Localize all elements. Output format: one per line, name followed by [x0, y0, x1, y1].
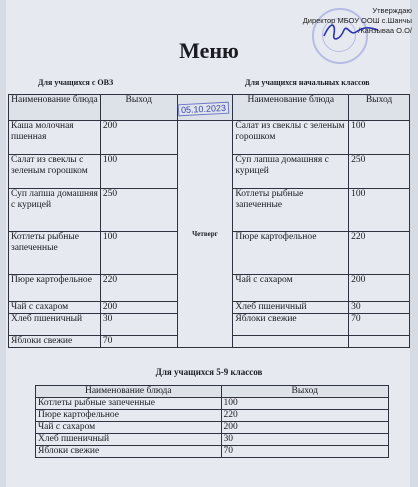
ovz-dish-cell: Хлеб пшеничный — [9, 314, 101, 336]
ovz-portion-cell: 220 — [100, 275, 177, 302]
table-row — [9, 121, 410, 155]
ovz-dish-cell: Чай с сахаром — [9, 302, 101, 314]
approval-line-1: Утверждаю — [372, 6, 412, 15]
grade59-header: Для учащихся 5-9 классов — [155, 367, 263, 377]
primary-dish-cell: Суп лапша домашняя с курицей — [233, 155, 349, 189]
ovz-portion-cell: 70 — [100, 336, 177, 348]
ovz-portion-cell: 200 — [100, 302, 177, 314]
approval-line-2: Директор МБОУ ООШ с.Шанчы — [302, 16, 412, 25]
primary-dish-cell: Хлеб пшеничный — [233, 302, 349, 314]
menu-table-5-9 — [35, 385, 389, 458]
ovz-dish-cell: Каша молочная пшенная — [9, 121, 101, 155]
approval-line-3: /Канзываа О.О/ — [358, 26, 412, 35]
menu-table-main — [8, 94, 410, 348]
primary-dish-cell: Салат из свеклы с зеленым горошком — [233, 121, 349, 155]
col-dish-primary: Наименование блюда — [233, 95, 349, 121]
primary-portion-cell — [349, 336, 410, 348]
ovz-dish-cell: Яблоки свежие — [9, 336, 101, 348]
ovz-header: Для учащихся с ОВЗ — [38, 78, 114, 87]
primary-portion-cell: 100 — [349, 189, 410, 232]
col-dish-ovz: Наименование блюда — [9, 95, 101, 121]
table-row — [36, 446, 389, 458]
primary-portion-cell: 200 — [349, 275, 410, 302]
grade59-portion-cell: 220 — [221, 410, 388, 422]
grade59-dish-cell: Пюре картофельное — [36, 410, 222, 422]
primary-dish-cell: Котлеты рыбные запеченные — [233, 189, 349, 232]
ovz-portion-cell: 100 — [100, 232, 177, 275]
date-stamp: 05.10.2023 — [178, 102, 230, 117]
day-cell: Четверг — [177, 121, 233, 348]
primary-portion-cell: 220 — [349, 232, 410, 275]
col-dish-59: Наименование блюда — [36, 386, 222, 398]
grade59-dish-cell: Яблоки свежие — [36, 446, 222, 458]
grade59-portion-cell: 200 — [221, 422, 388, 434]
ovz-dish-cell: Суп лапша домашняя с курицей — [9, 189, 101, 232]
primary-dish-cell: Чай с сахаром — [233, 275, 349, 302]
primary-dish-cell: Яблоки свежие — [233, 314, 349, 336]
grade59-dish-cell: Чай с сахаром — [36, 422, 222, 434]
primary-dish-cell — [233, 336, 349, 348]
table-row — [36, 434, 389, 446]
table-row — [36, 422, 389, 434]
primary-portion-cell: 100 — [349, 121, 410, 155]
ovz-portion-cell: 100 — [100, 155, 177, 189]
primary-portion-cell: 70 — [349, 314, 410, 336]
grade59-dish-cell: Котлеты рыбные запеченные — [36, 398, 222, 410]
grade59-dish-cell: Хлеб пшеничный — [36, 434, 222, 446]
ovz-dish-cell: Котлеты рыбные запеченные — [9, 232, 101, 275]
grade59-portion-cell: 30 — [221, 434, 388, 446]
primary-dish-cell: Пюре картофельное — [233, 232, 349, 275]
col-portion-59: Выход — [221, 386, 388, 398]
table-row — [36, 398, 389, 410]
col-portion-ovz: Выход — [100, 95, 177, 121]
grade59-portion-cell: 100 — [221, 398, 388, 410]
primary-portion-cell: 30 — [349, 302, 410, 314]
ovz-dish-cell: Пюре картофельное — [9, 275, 101, 302]
primary-portion-cell: 250 — [349, 155, 410, 189]
ovz-portion-cell: 30 — [100, 314, 177, 336]
ovz-portion-cell: 200 — [100, 121, 177, 155]
col-portion-primary: Выход — [349, 95, 410, 121]
ovz-dish-cell: Салат из свеклы с зеленым горошком — [9, 155, 101, 189]
ovz-portion-cell: 250 — [100, 189, 177, 232]
grade59-portion-cell: 70 — [221, 446, 388, 458]
primary-header: Для учащихся начальных классов — [245, 78, 370, 87]
table-row — [36, 410, 389, 422]
approval-block — [303, 6, 412, 36]
page-title: Меню — [179, 38, 239, 63]
